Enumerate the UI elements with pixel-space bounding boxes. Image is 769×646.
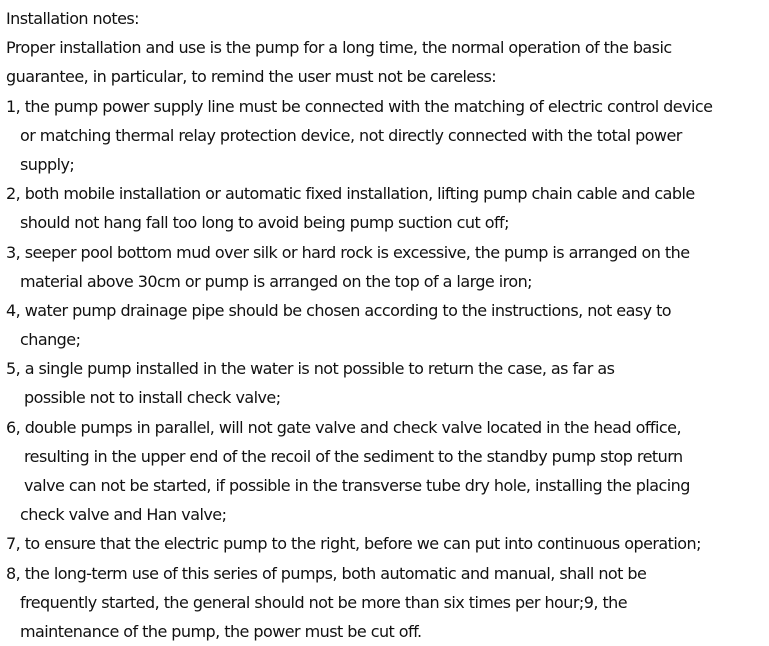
note-item-7 [6,529,766,558]
note-item-3 [6,238,766,296]
document-title: Installation notes: [6,9,140,28]
note-line: 3, seeper pool bottom mud over silk or hard rock is excessive, the pump is arranged on the [6,242,690,262]
intro-paragraph [6,33,766,91]
note-line: 1, the pump power supply line must be connected with the matching of electric control device [6,96,713,116]
note-line: should not hang fall too long to avoid being pump suction cut off; [20,213,509,233]
note-line: material above 30cm or pump is arranged on the top of a large iron; [20,271,532,291]
note-line: possible not to install check valve; [24,388,281,408]
note-line: or matching thermal relay protection device, not directly connected with the total power [20,125,682,145]
note-line: 7, to ensure that the electric pump to the right, before we can put into continuous operation; [6,534,701,554]
intro-line: Proper installation and use is the pump for a long time, the normal operation of the basic [6,38,672,58]
intro-line: guarantee, in particular, to remind the user must not be careless: [6,67,497,87]
note-line: frequently started, the general should not be more than six times per hour;9, the [20,592,628,612]
note-line: check valve and Han valve; [20,505,227,525]
note-item-5 [6,354,766,412]
note-line: resulting in the upper end of the recoil of the sediment to the standby pump stop return [24,446,683,466]
note-line: supply; [20,154,75,174]
note-line: change; [20,330,81,350]
installation-notes-document [6,4,766,646]
note-item-1 [6,92,766,180]
note-item-2 [6,179,766,237]
note-item-6 [6,413,766,530]
note-line: maintenance of the pump, the power must be cut off. [20,621,422,641]
note-line: 5, a single pump installed in the water is not possible to return the case, as far as [6,359,615,379]
note-line: valve can not be started, if possible in the transverse tube dry hole, installing the placing [24,476,690,495]
note-line: 8, the long-term use of this series of pumps, both automatic and manual, shall not be [6,563,647,583]
note-item-8 [6,559,766,646]
note-item-4 [6,296,766,354]
note-line: 6, double pumps in parallel, will not gate valve and check valve located in the head office, [6,417,681,437]
note-line: 2, both mobile installation or automatic fixed installation, lifting pump chain cable and cable [6,184,695,204]
note-line: 4, water pump drainage pipe should be chosen according to the instructions, not easy to [6,300,672,320]
